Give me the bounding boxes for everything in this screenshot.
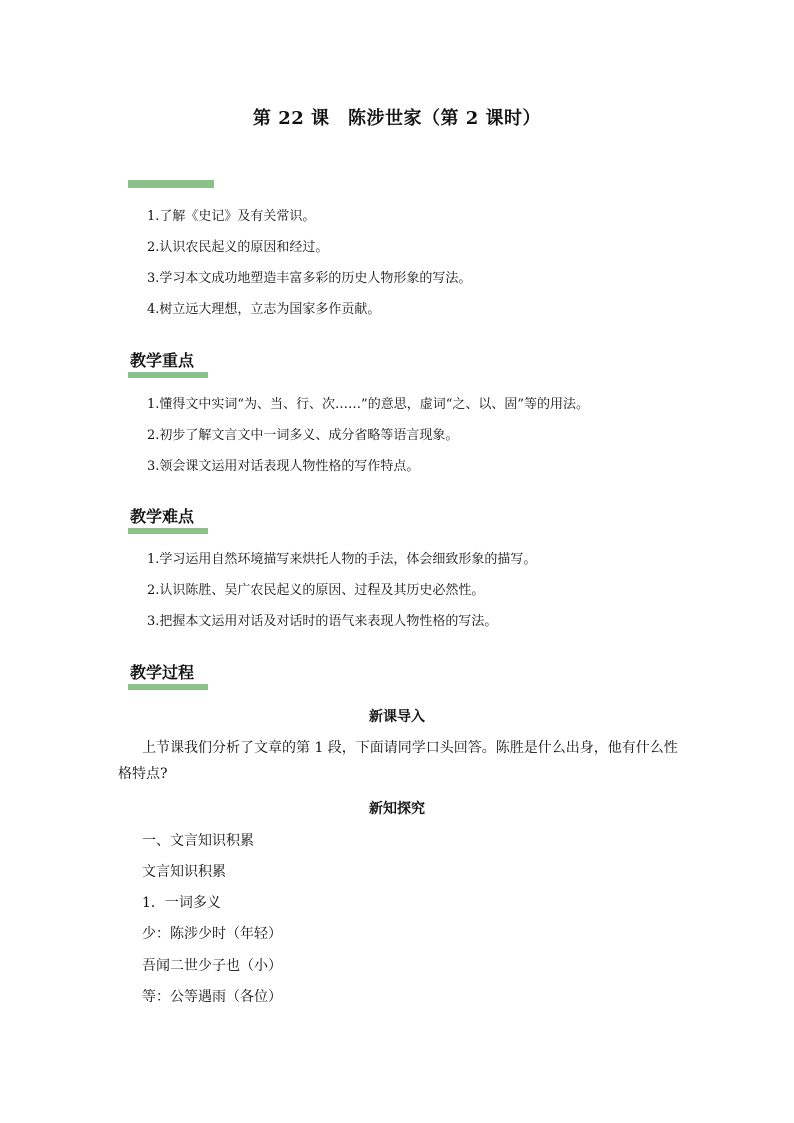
difficulties-heading-text: 教学难点 xyxy=(130,507,195,526)
process-heading xyxy=(128,660,196,685)
page-title: 第 22 课 陈涉世家（第 2 课时） xyxy=(252,108,542,129)
difficulties-heading xyxy=(128,504,196,529)
content-line: 吾闻二世少子也（小） xyxy=(142,958,282,974)
explore-subtitle: 新知探究 xyxy=(369,801,425,817)
key-point-item: 2.初步了解文言文中一词多义、成分省略等语言现象。 xyxy=(147,428,459,443)
goal-item: 1.了解《史记》及有关常识。 xyxy=(147,209,316,224)
heading-underline xyxy=(128,684,208,690)
key-points-list xyxy=(147,395,589,488)
heading-underline xyxy=(128,372,208,378)
difficulties-list xyxy=(147,550,536,643)
difficulty-item: 1.学习运用自然环境描写来烘托人物的手法，体会细致形象的描写。 xyxy=(147,552,537,567)
key-point-item: 1.懂得文中实词“为、当、行、次……”的意思，虚词“之、以、固”等的用法。 xyxy=(147,397,589,412)
goals-list xyxy=(147,207,471,331)
heading-underline xyxy=(128,528,208,534)
teaching-goals-marker xyxy=(128,180,214,188)
goal-item: 2.认识农民起义的原因和经过。 xyxy=(147,240,329,255)
content-line: 文言知识积累 xyxy=(142,864,226,880)
content-line: 一、文言知识积累 xyxy=(142,833,254,849)
key-points-heading-text: 教学重点 xyxy=(130,351,195,370)
key-points-heading xyxy=(128,348,196,373)
intro-subtitle: 新课导入 xyxy=(369,709,425,725)
intro-paragraph: 上节课我们分析了文章的第 1 段，下面请同学口头回答。陈胜是什么出身，他有什么性格特点? xyxy=(118,740,678,782)
difficulty-item: 2.认识陈胜、吴广农民起义的原因、过程及其历史必然性。 xyxy=(147,583,485,598)
content-line: 少：陈涉少时（年轻） xyxy=(142,926,282,942)
content-line: 1．一词多义 xyxy=(142,895,221,911)
key-point-item: 3.领会课文运用对话表现人物性格的写作特点。 xyxy=(147,459,420,474)
content-line: 等：公等遇雨（各位） xyxy=(142,989,282,1005)
process-heading-text: 教学过程 xyxy=(130,663,195,682)
difficulty-item: 3.把握本文运用对话及对话时的语气来表现人物性格的写法。 xyxy=(147,614,498,629)
goal-item: 3.学习本文成功地塑造丰富多彩的历史人物形象的写法。 xyxy=(147,271,472,286)
goal-item: 4.树立远大理想，立志为国家多作贡献。 xyxy=(147,302,381,317)
